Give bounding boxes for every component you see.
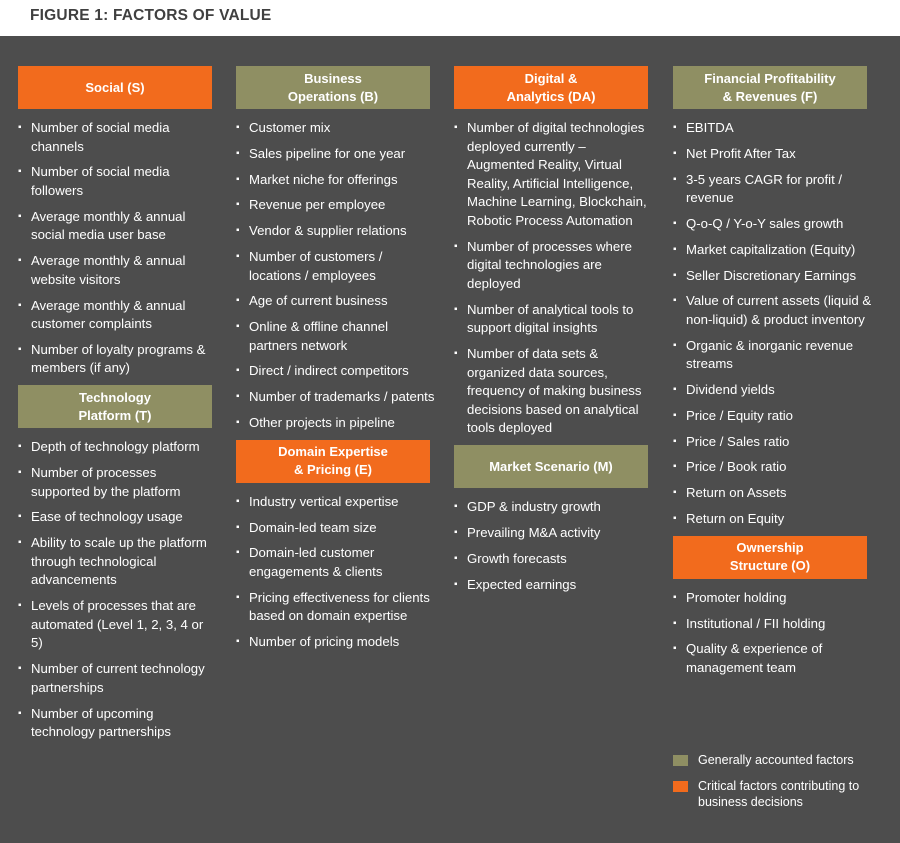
list-item: ▪ Price / Book ratio xyxy=(673,458,873,477)
list-item: ▪ Number of social media channels xyxy=(18,119,218,156)
figure-title: FIGURE 1: FACTORS OF VALUE xyxy=(30,7,272,24)
group-technology xyxy=(18,385,218,741)
legend-general xyxy=(673,752,883,768)
column-3 xyxy=(454,66,654,601)
list-item: ▪ Number of data sets & organized data sources, frequency of making business decisions based on analytical tools deployed xyxy=(454,345,654,438)
list-item: ▪ Revenue per employee xyxy=(236,196,436,215)
list-item: ▪ Average monthly & annual website visitors xyxy=(18,252,218,289)
list-item: ▪ Return on Assets xyxy=(673,484,873,503)
list-item: ▪ Age of current business xyxy=(236,292,436,311)
list-item: ▪ Number of digital technologies deployed currently – Augmented Reality, Virtual Reality, Artificial Intelligence, Machine Learning, Blockchain, Robotic Process Automation xyxy=(454,119,654,231)
list-item: ▪ Price / Sales ratio xyxy=(673,433,873,452)
heading-ownership: Ownership Structure (O) xyxy=(673,536,867,579)
list-item: ▪ Customer mix xyxy=(236,119,436,138)
list-business xyxy=(236,119,436,433)
legend-label-general: Generally accounted factors xyxy=(698,753,854,767)
list-item: ▪ Ease of technology usage xyxy=(18,508,218,527)
list-item: ▪ Number of analytical tools to support digital insights xyxy=(454,301,654,338)
list-financial xyxy=(673,119,873,529)
list-item: ▪ EBITDA xyxy=(673,119,873,138)
list-item: ▪ Number of social media followers xyxy=(18,163,218,200)
heading-digital: Digital & Analytics (DA) xyxy=(454,66,648,109)
heading-technology: Technology Platform (T) xyxy=(18,385,212,428)
list-item: ▪ Number of upcoming technology partnerships xyxy=(18,705,218,742)
list-market xyxy=(454,498,654,594)
list-item: ▪ Domain-led team size xyxy=(236,519,436,538)
list-item: ▪ Direct / indirect competitors xyxy=(236,362,436,381)
list-item: ▪ Number of loyalty programs & members (if any) xyxy=(18,341,218,378)
list-item: ▪ Number of processes supported by the platform xyxy=(18,464,218,501)
column-2 xyxy=(236,66,436,659)
legend-swatch-general xyxy=(673,755,688,766)
list-item: ▪ Growth forecasts xyxy=(454,550,654,569)
list-item: ▪ Expected earnings xyxy=(454,576,654,595)
heading-business: Business Operations (B) xyxy=(236,66,430,109)
legend xyxy=(673,752,883,820)
heading-social: Social (S) xyxy=(18,66,212,109)
heading-financial: Financial Profitability & Revenues (F) xyxy=(673,66,867,109)
list-item: ▪ Average monthly & annual social media user base xyxy=(18,208,218,245)
factors-panel xyxy=(0,36,900,843)
list-item: ▪ Prevailing M&A activity xyxy=(454,524,654,543)
list-ownership xyxy=(673,589,873,678)
list-item: ▪ Organic & inorganic revenue streams xyxy=(673,337,873,374)
list-item: ▪ Net Profit After Tax xyxy=(673,145,873,164)
list-item: ▪ Dividend yields xyxy=(673,381,873,400)
group-social xyxy=(18,66,218,378)
list-item: ▪ Number of trademarks / patents xyxy=(236,388,436,407)
group-market xyxy=(454,445,654,594)
list-item: ▪ Number of pricing models xyxy=(236,633,436,652)
list-item: ▪ 3-5 years CAGR for profit / revenue xyxy=(673,171,873,208)
list-item: ▪ Market capitalization (Equity) xyxy=(673,241,873,260)
list-item: ▪ Return on Equity xyxy=(673,510,873,529)
list-item: ▪ Number of processes where digital technologies are deployed xyxy=(454,238,654,294)
list-item: ▪ Quality & experience of management team xyxy=(673,640,873,677)
legend-critical xyxy=(673,778,883,810)
list-item: ▪ Average monthly & annual customer complaints xyxy=(18,297,218,334)
group-digital xyxy=(454,66,654,438)
list-item: ▪ Number of customers / locations / employees xyxy=(236,248,436,285)
column-1 xyxy=(18,66,218,749)
list-item: ▪ Industry vertical expertise xyxy=(236,493,436,512)
list-item: ▪ Ability to scale up the platform through technological advancements xyxy=(18,534,218,590)
list-item: ▪ Q-o-Q / Y-o-Y sales growth xyxy=(673,215,873,234)
list-technology xyxy=(18,438,218,741)
list-domain xyxy=(236,493,436,652)
list-item: ▪ Domain-led customer engagements & clients xyxy=(236,544,436,581)
list-item: ▪ Institutional / FII holding xyxy=(673,615,873,634)
legend-label-critical: Critical factors contributing to business decisions xyxy=(698,779,860,809)
column-4 xyxy=(673,66,873,685)
group-domain xyxy=(236,440,436,652)
group-business xyxy=(236,66,436,433)
list-digital xyxy=(454,119,654,438)
list-item: ▪ Pricing effectiveness for clients based on domain expertise xyxy=(236,589,436,626)
list-item: ▪ Online & offline channel partners network xyxy=(236,318,436,355)
list-item: ▪ Number of current technology partnerships xyxy=(18,660,218,697)
list-item: ▪ Levels of processes that are automated (Level 1, 2, 3, 4 or 5) xyxy=(18,597,218,653)
heading-market: Market Scenario (M) xyxy=(454,445,648,488)
list-item: ▪ Depth of technology platform xyxy=(18,438,218,457)
list-item: ▪ Market niche for offerings xyxy=(236,171,436,190)
list-item: ▪ Price / Equity ratio xyxy=(673,407,873,426)
list-item: ▪ Vendor & supplier relations xyxy=(236,222,436,241)
list-item: ▪ GDP & industry growth xyxy=(454,498,654,517)
legend-swatch-critical xyxy=(673,781,688,792)
group-financial xyxy=(673,66,873,529)
list-item: ▪ Value of current assets (liquid & non-liquid) & product inventory xyxy=(673,292,873,329)
heading-domain: Domain Expertise & Pricing (E) xyxy=(236,440,430,483)
list-item: ▪ Seller Discretionary Earnings xyxy=(673,267,873,286)
list-item: ▪ Promoter holding xyxy=(673,589,873,608)
list-item: ▪ Sales pipeline for one year xyxy=(236,145,436,164)
group-ownership xyxy=(673,536,873,678)
list-social xyxy=(18,119,218,378)
list-item: ▪ Other projects in pipeline xyxy=(236,414,436,433)
